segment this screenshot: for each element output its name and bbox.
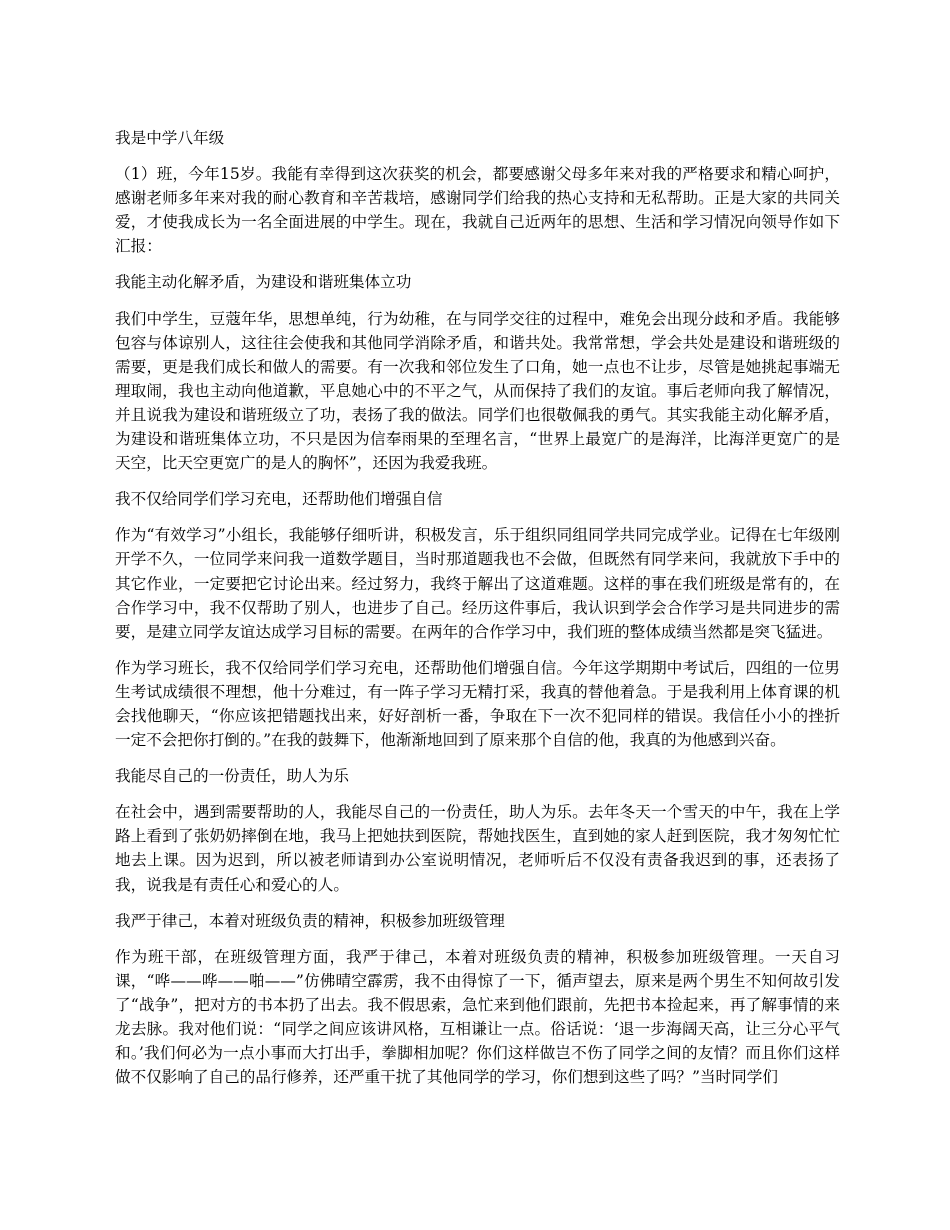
section-heading-build-confidence: 我不仅给同学们学习充电，还帮助他们增强自信 [115,490,443,509]
paragraph-class-management: 作为班干部，在班级管理方面，我严于律己，本着对班级负责的精神，积极参加班级管理。一天自习课，“哗——哗——啪——”仿佛晴空霹雳，我不由得惊了一下，循声望去，原来是两个男生不知何故引发了“战争”，把对方的书本扔了出去。我不假思索，急忙来到他们跟前，先把书本捡起来，再了解事情的来龙去脉。我对他们说：“同学之间应该讲风格，互相谦让一点。俗话说：‘退一步海阔天高，让三分心平气和。’我们何必为一点小事而大打出手，拳脚相加呢？你们这样做岂不伤了同学之间的友情？而且你们这样做不仅影响了自己的品行修养，还严重干扰了其他同学的学习，你们想到这些了吗？”当时同学们 [115,947,840,1087]
paragraph-study-monitor: 作为学习班长，我不仅给同学们学习充电，还帮助他们增强自信。今年这学期期中考试后，四组的一位男生考试成绩很不理想，他十分难过，有一阵子学习无精打采，我真的替他着急。于是我利用上体育课的机会找他聊天，“你应该把错题找出来，好好剖析一番，争取在下一次不犯同样的错误。我信任小小的挫折一定不会把你打倒的。”在我的鼓舞下，他渐渐地回到了原来那个自信的他，我真的为他感到兴奋。 [115,658,840,750]
paragraph-helping-others: 在社会中，遇到需要帮助的人，我能尽自己的一份责任，助人为乐。去年冬天一个雪天的中午，我在上学路上看到了张奶奶摔倒在地，我马上把她扶到医院，帮她找医生，直到她的家人赶到医院，我才匆匆忙忙地去上课。因为迟到，所以被老师请到办公室说明情况，老师听后不仅没有责备我迟到的事，还表扬了我，说我是有责任心和爱心的人。 [115,803,840,894]
document-page [115,126,840,1101]
section-heading-helping-others: 我能尽自己的一份责任，助人为乐 [115,767,349,786]
intro-line: 我是中学八年级 [115,129,225,147]
paragraph-effective-learning: 作为“有效学习”小组长，我能够仔细听讲，积极发言，乐于组织同组同学共同完成学业。记得在七年级刚开学不久，一位同学来问我一道数学题目，当时那道题我也不会做，但既然有同学来问，我就放下手中的其它作业，一定要把它讨论出来。经过努力，我终于解出了这道难题。这样的事在我们班级是常有的，在合作学习中，我不仅帮助了别人，也进步了自己。经历这件事后，我认识到学会合作学习是共同进步的需要，是建立同学友谊达成学习目标的需要。在两年的合作学习中，我们班的整体成绩当然都是突飞猛进。 [115,526,840,641]
paragraph-resolve-conflicts: 我们中学生，豆蔻年华，思想单纯，行为幼稚，在与同学交往的过程中，难免会出现分歧和矛盾。我能够包容与体谅别人，这往往会使我和其他同学消除矛盾，和谐共处。我常常想，学会共处是建设和谐班级的需要，更是我们成长和做人的需要。有一次我和邻位发生了口角，她一点也不让步，尽管是她挑起事端无理取闹，我也主动向他道歉，平息她心中的不平之气，从而保持了我们的友谊。事后老师向我了解情况，并且说我为建设和谐班级立了功，表扬了我的做法。同学们也很敬佩我的勇气。其实我能主动化解矛盾，为建设和谐班集体立功，不只是因为信奉雨果的至理名言，“世界上最宽广的是海洋，比海洋更宽广的是天空，比天空更宽广的是人的胸怀”，还因为我爱我班。 [115,309,840,473]
intro-paragraph: （1）班，今年15岁。我能有幸得到这次获奖的机会，都要感谢父母多年来对我的严格要求和精心呵护，感谢老师多年来对我的耐心教育和辛苦栽培，感谢同学们给我的热心支持和无私帮助。正是大家的共同关爱，才使我成长为一名全面进展的中学生。现在，我就自己近两年的思想、生活和学习情况向领导作如下汇报： [115,165,840,256]
section-heading-class-management: 我严于律己，本着对班级负责的精神，积极参加班级管理 [115,911,505,930]
section-heading-resolve-conflicts: 我能主动化解矛盾，为建设和谐班集体立功 [115,273,412,292]
